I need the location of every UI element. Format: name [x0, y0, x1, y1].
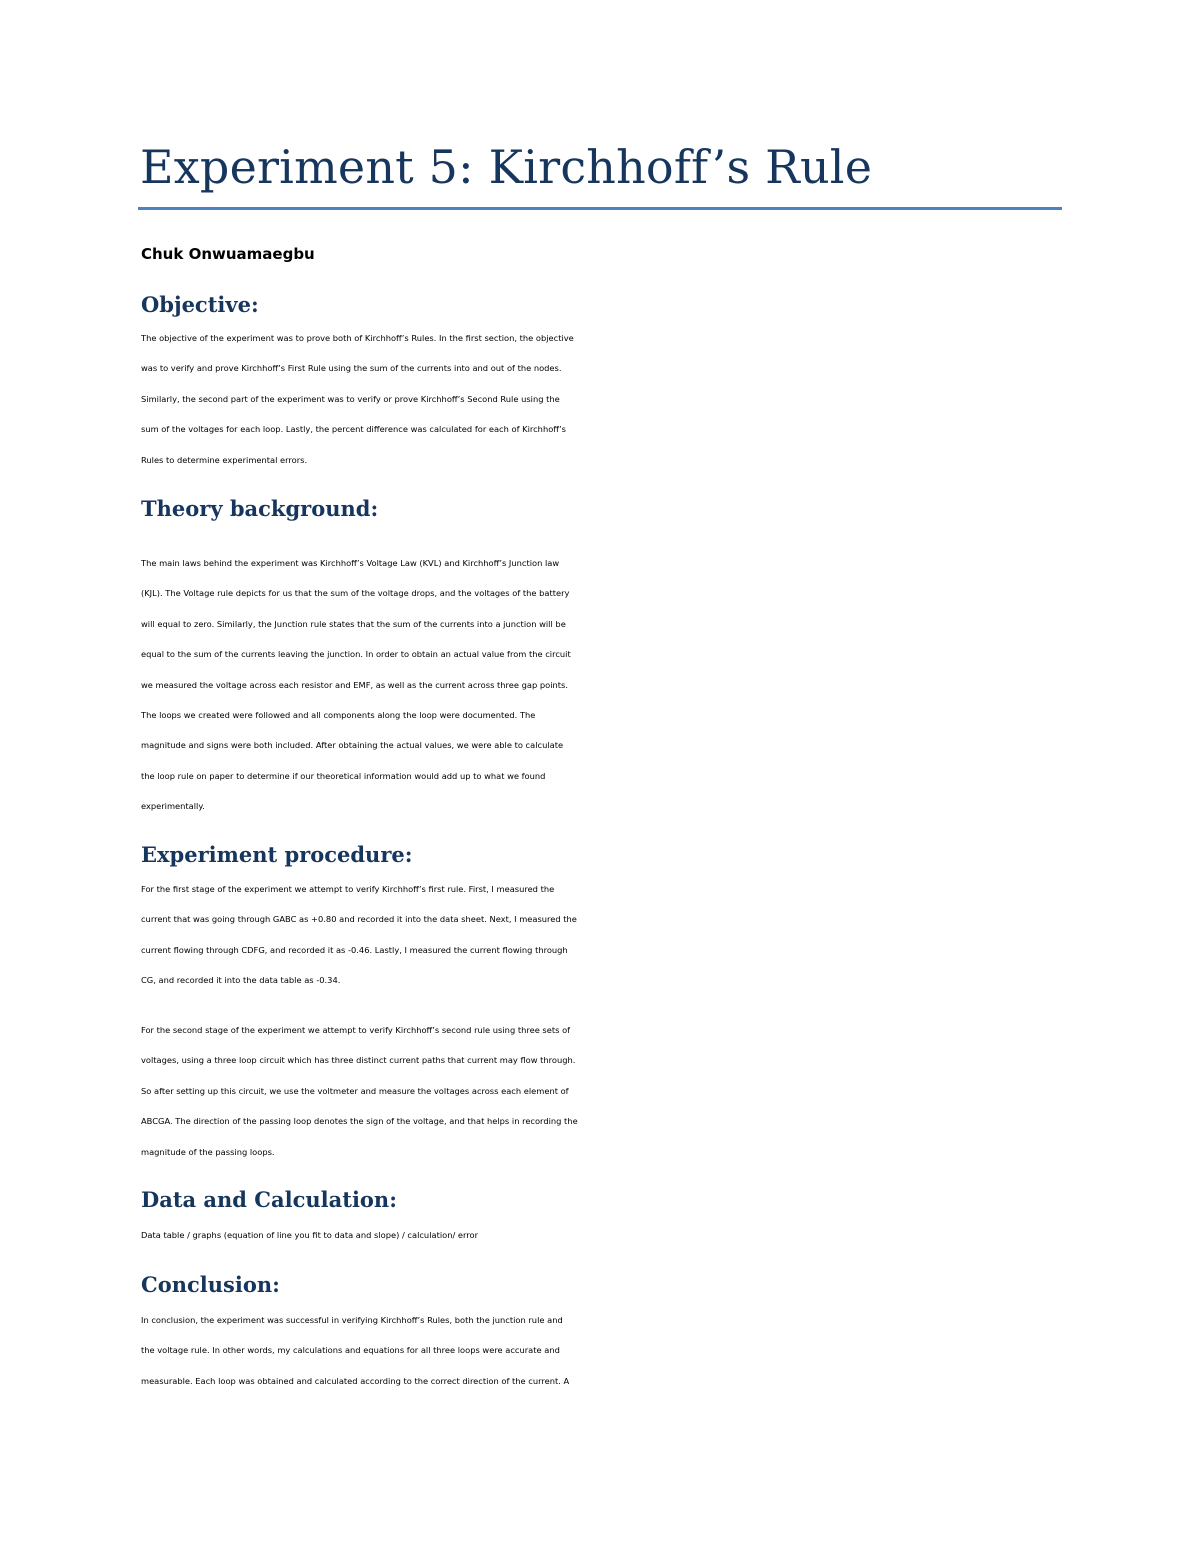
conclusion-heading: Conclusion:: [141, 1272, 280, 1297]
procedure-paragraph-2: [141, 1015, 1071, 1167]
objective-heading: Objective:: [141, 292, 259, 317]
data-heading: Data and Calculation:: [141, 1187, 397, 1212]
theory-line: equal to the sum of the currents leaving the junction. In order to obtain an actual value from the circuit: [141, 649, 571, 660]
author-name: Chuk Onwuamaegbu: [141, 245, 315, 263]
document-title: Experiment 5: Kirchhoff’s Rule: [140, 140, 873, 194]
procedure-paragraph-1: [141, 874, 1071, 996]
theory-line: will equal to zero. Similarly, the Junction rule states that the sum of the currents into a junction will be: [141, 618, 566, 629]
theory-line: the loop rule on paper to determine if our theoretical information would add up to what we found: [141, 770, 546, 781]
theory-line: The main laws behind the experiment was Kirchhoff’s Voltage Law (KVL) and Kirchhoff’s Junction law: [141, 558, 560, 568]
procedure-line: current flowing through CDFG, and recorded it as -0.46. Lastly, I measured the current flowing through: [141, 944, 568, 955]
data-paragraph: [141, 1220, 1071, 1250]
procedure-line: So after setting up this circuit, we use the voltmeter and measure the voltages across each element of: [141, 1085, 569, 1096]
theory-line: The loops we created were followed and all components along the loop were documented. The: [141, 710, 536, 721]
objective-line: sum of the voltages for each loop. Lastly, the percent difference was calculated for each of Kirchhoff’s: [141, 424, 566, 435]
procedure-line: For the first stage of the experiment we attempt to verify Kirchhoff’s first rule. First, I measured the: [141, 884, 555, 894]
conclusion-line: In conclusion, the experiment was successful in verifying Kirchhoff’s Rules, both the junction rule and: [141, 1315, 563, 1325]
procedure-heading: Experiment procedure:: [141, 842, 413, 867]
objective-line: Rules to determine experimental errors.: [141, 454, 308, 465]
procedure-line: For the second stage of the experiment we attempt to verify Kirchhoff’s second rule using three sets of: [141, 1025, 571, 1035]
conclusion-line: the voltage rule. In other words, my calculations and equations for all three loops were accurate and: [141, 1345, 560, 1356]
conclusion-line: measurable. Each loop was obtained and calculated according to the correct direction of the current. A: [141, 1375, 570, 1386]
theory-line: (KJL). The Voltage rule depicts for us that the sum of the voltage drops, and the voltages of the battery: [141, 588, 570, 599]
procedure-line: CG, and recorded it into the data table as -0.34.: [141, 975, 341, 986]
conclusion-paragraph: [141, 1305, 1071, 1396]
theory-line: we measured the voltage across each resistor and EMF, as well as the current across three gap points.: [141, 679, 568, 690]
objective-line: Similarly, the second part of the experiment was to verify or prove Kirchhoff’s Second Rule using the: [141, 393, 560, 404]
procedure-line: ABCGA. The direction of the passing loop denotes the sign of the voltage, and that helps in recording the: [141, 1116, 578, 1127]
procedure-line: current that was going through GABC as +0.80 and recorded it into the data sheet. Next, I measured the: [141, 914, 577, 925]
objective-line: was to verify and prove Kirchhoff’s First Rule using the sum of the currents into and out of the nodes.: [141, 363, 562, 374]
data-line: Data table / graphs (equation of line you fit to data and slope) / calculation/ error: [141, 1230, 478, 1240]
procedure-line: magnitude of the passing loops.: [141, 1146, 275, 1157]
theory-line: magnitude and signs were both included. After obtaining the actual values, we were able to calculate: [141, 740, 564, 751]
theory-line: experimentally.: [141, 801, 205, 812]
theory-paragraph: [141, 548, 1071, 822]
objective-line: The objective of the experiment was to prove both of Kirchhoff’s Rules. In the first section, the objective: [141, 333, 574, 343]
objective-paragraph: [141, 323, 1071, 475]
procedure-line: voltages, using a three loop circuit which has three distinct current paths that current may flow through.: [141, 1055, 576, 1066]
theory-heading: Theory background:: [141, 496, 379, 521]
title-underline: [138, 207, 1062, 210]
